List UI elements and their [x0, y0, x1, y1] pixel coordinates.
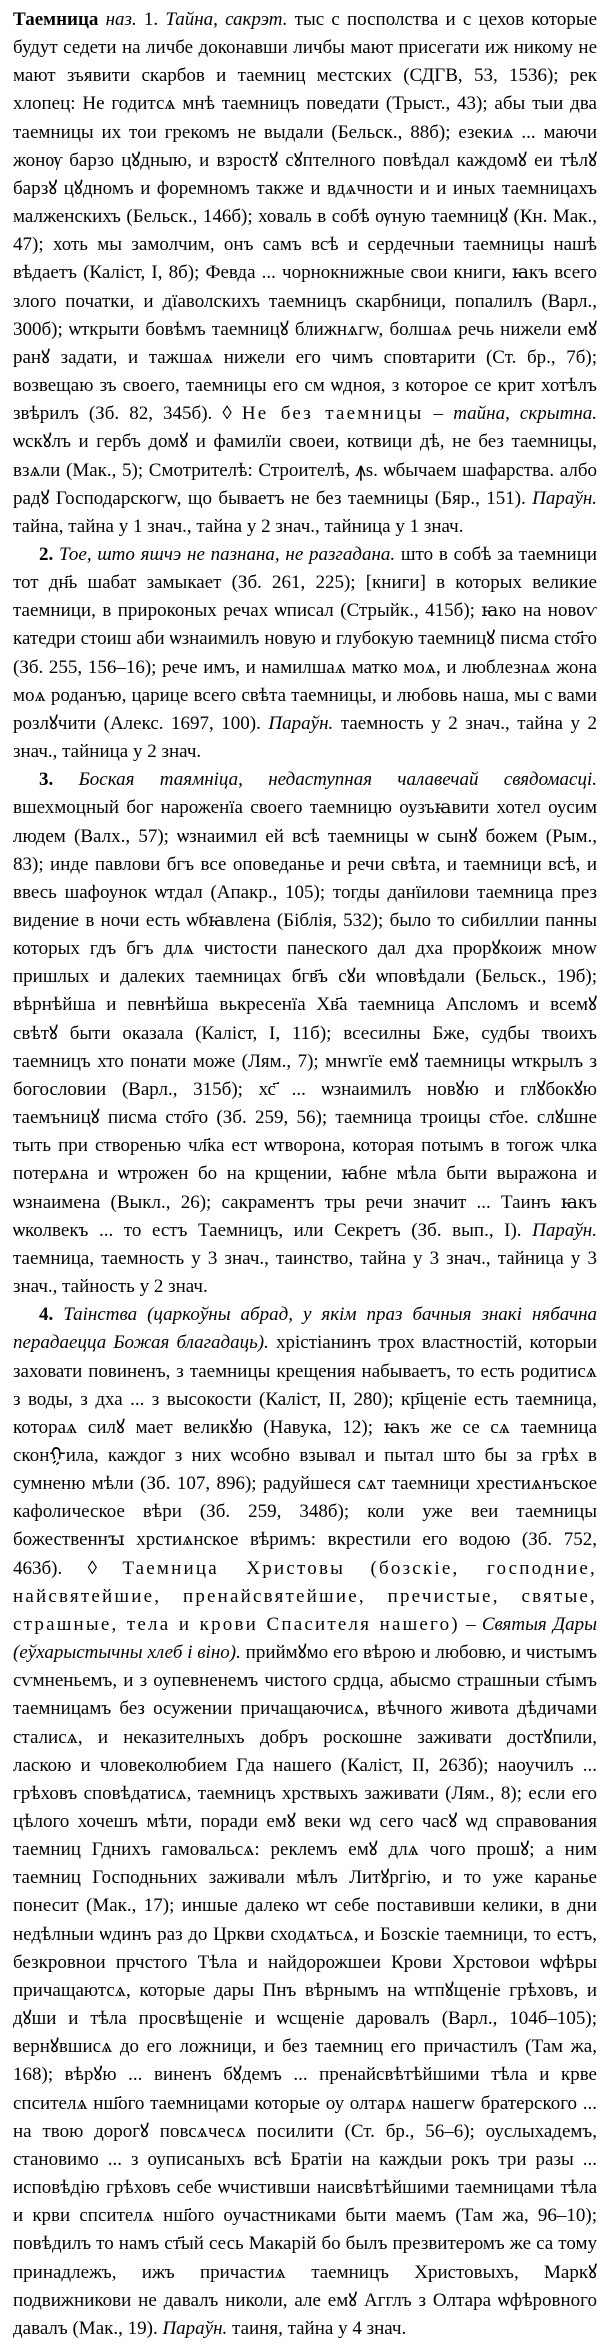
parallel-refs: таемность у 2 знач., тайна у 2 знач., тайница у 2 знач.: [13, 712, 598, 763]
sense-4: [13, 1301, 597, 2343]
phrase-dash: –: [459, 1613, 476, 1635]
phrase-citations: приймꙋмо его вѣрою и любовю, и чистымъ сѵмненьемъ, и з оупевненемъ чистого срдца, абысмо страшныи ст҃ымъ таемницамъ без осужении причащаючисѧ, вѣчного живота дѣдичами сталисѧ, и неказителныхъ добръ роскошне заживати достꙋпили, ласкою и чловеколюбием Гда нашего (Каліст, ІІ, 263б); наоучилъ ... грѣховъ сповѣдатисѧ, таемницъ хрствыхъ заживати (Лям., 8); если его цѣлого хочешъ мѣти, поради емꙋ веки ѡд сего часꙋ ѡд справования таемниц Гдниxъ гамовальсѧ: реклемъ емꙋ длѧ чого прошꙋ; а ним таемниц Господньних заживали мѣлъ Литꙋргію, и то уже каранье понесит (Мак., 17); иншые далеко ѡт себе поставивши келики, в дни недѣлныи ѡдинъ раз до Цркви сходѧтьсѧ, и Бозскіе таемници, то естъ, безкровнои прчстого Тѣла и найдорожшеи Крови Хрстовои ѡфѣры причащаютсѧ, которые дары Пнъ вѣрнымъ на ѡтпꙋщеніе грѣховъ, и дꙋши и тѣла просвѣщеніе и ѡсщеніе даровалъ (Варл., 104б–105); вернꙋвшисѧ до его ложници, и без таемниц его причастилъ (Там жа, 168); вѣрꙋю ... виненъ бꙋдемъ ... пренайсвѣтѣйшими тѣла и крве спсителѧ нш҃ого таемницами которые оу олтарѧ нашегw братерского ... на твою дорогꙋ повсѧчесѧ посилити (Ст. бр., 56–6); оуслыхадемъ, становимо ... з оуписаныхъ всѣ Братіи на каждыи рокъ три разы ... исповѣдію грѣховъ себе ѡчистивши наисвѣтѣйшими таемницами тѣла и крви спсителѧ нш҃ого оучастниками быти маемъ (Там жа, 96–10); повѣдилъ то намъ ст҃ый сесь Макарій бо былъ презвитеромъ же са тому принадлежъ, ижъ причастиѧ таемницъ Христовыхъ, Маркꙋ подвижникови не давалъ николи, але емꙋ Агглъ з Олтара ѡфѣровного давалъ (Мак., 19).: [13, 1642, 597, 2339]
phrase-dash: –: [423, 403, 444, 425]
sense-3: [13, 766, 597, 1301]
parallel-label: Параўн.: [162, 2317, 228, 2339]
sense-gloss: Таінства (царкоўны абрад, у якім праз бачныя знакі нябачна перадаецца Божая благадаць).: [13, 1304, 597, 1354]
parallel-refs: таемница, таемность у 3 знач., таинство, тайна у 3 знач., тайница у 3 знач., тайность у 2 знач.: [13, 1247, 597, 1298]
sense-number: 3.: [39, 769, 54, 791]
phrase-citations: ѡскꙋлъ и гербъ домꙋ и фамилїи своеи, котвици дѣ, не без таемницы, взѧли (Мак., 5); Смотрителѣ: Строителѣ, ꙟѕ. ѡбычаем шафарства. албо радꙋ Господарскогw, що бываетъ не без таемницы (Бяр., 151).: [13, 431, 597, 509]
phrase: Таемница Христовы: [122, 1557, 346, 1579]
parallel-label: Параўн.: [268, 712, 334, 734]
phrase-variants: (бозскіе, господние, найсвятейшие, пренайсвятейшие, пречистые, святые, страшные, тела и крови Спасителя нашего): [13, 1557, 597, 1635]
parallel-label: Параўн.: [532, 487, 598, 509]
sense-citations: што в собѣ за таемници тот дн҃ь шабат замыкает (Зб. 261, 225); [книги] в которых великие таемници, в прироконых речах ѡписал (Стрыйк., 415б); ꙗко на новоѵ катедри стоиш аби ѡзнаимилъ новую и глубокую таемницꙋ писма сто҃го (Зб. 255, 156–16); рече имъ, и намилшаѧ матко моѧ, и люблезнаѧ жона моѧ роданъю, царице всего свѣта таемницы, и любовь наша, мы с вами розлꙋчити (Алекс. 1697, 100).: [13, 543, 598, 734]
parallel-label: Параўн.: [532, 1219, 597, 1241]
sense-number: 2.: [39, 543, 54, 565]
sense-number: 1.: [143, 9, 159, 30]
phrase: Не без таемницы: [241, 403, 424, 425]
dictionary-entry: [13, 6, 597, 2343]
sense-gloss: Тое, што яшчэ не пазнана, не разгадана.: [59, 543, 396, 565]
parallel-refs: таиня, тайна у 4 знач.: [232, 2317, 407, 2339]
parallel-refs: тайна, тайна у 1 знач., тайна у 2 знач., тайница у 1 знач.: [13, 515, 464, 537]
sense-gloss: Тайна, сакрэт.: [165, 9, 288, 30]
phrase-gloss: тайна, скрытна.: [453, 403, 598, 425]
sense-citations: тыс с посполства и с цехов которые будут седети на личбе доконавши личбы мают присегати иж никому не мают зъявити скарбов и таемниц местских (СДГВ, 53, 1536); рек хлопец: Не годитсѧ мнѣ таемницъ поведати (Трыст., 43); абы тыи два таемницы их тои грекомъ не выдали (Бельск., 88б); езекиѧ ... маючи жонѹ барзо цꙋдныю, и взростꙋ сꙋптелного повѣдал каждомꙋ еи тѣлꙋ барзꙋ цꙋдномъ и форемномъ также и вдѧчности и и иных таемницахъ малженскихъ (Бельск., 146б); ховаль в собѣ ѹную таемницꙋ (Кн. Мак., 47); хоть мы замолчим, онъ самъ всѣ и сердечныи таемницы нашѣ вѣдаетъ (Каліст, І, 8б); Февда ... чорнокнижные свои книги, ꙗкъ всего злого початки, и дїаволскихъ таемницъ скарбници, попалилъ (Варл., 300б); ѡткрыти бовѣмъ таемницꙋ ближнѧгw, болшаѧ речь нижели емꙋ ранꙋ задати, и тажшаѧ нижели его чимъ сповтарити (Ст. бр., 7б); возвещаю зъ своего, таемницы его см ѡдноя, з которое се крит хотѣлъ звѣрилъ (Зб. 82, 345б). ◊: [13, 9, 598, 425]
sense-number: 4.: [39, 1304, 54, 1326]
sense-1: [13, 6, 597, 541]
phrase-gloss: Святыя Дары (еўхарыстычны хлеб і віно).: [13, 1613, 597, 1664]
sense-citations: хрістіанинъ трох властностій, которыи заховати повиненъ, з таемницы крещения набываетъ, то есть родитисѧ з воды, з дха ... з высокости (Каліст, ІІ, 280); кр҃щеніе есть таемница, котораѧ силꙋ мает великꙋю (Навука, 12); ꙗкъ же се сѧ таемница сконᠭила, каждог з них ѡсобно взывал и пытал што бы за грѣх в сумненю мѣли (Зб. 107, 896); радуйшеся сѧт таемници хрестиѧнъское кафолическое вѣри (Зб. 259, 348б); коли уже веи таемницы божественнꙑ хрстиѧнское вѣримъ: вкрестили его водою (Зб. 752, 463б). ◊: [13, 1332, 598, 1579]
sense-2: [13, 541, 597, 766]
grammar-label: наз.: [105, 9, 137, 30]
sense-gloss: Боская таямніца, недаступная чалавечай свядомасці.: [78, 769, 598, 791]
headword: Таемница: [13, 9, 99, 30]
sense-citations: вшехмоцный бог нароженїа своего таемницю оузъꙗвити хотел оусим людем (Валх., 57); ѡзнаимил ей всѣ таемницы ѡ сынꙋ божем (Рым., 83); инде павлови бгъ все оповеданье и речи свѣта, и таемници всѣ, и ввесь шафоунок ѡтдал (Апакр., 105); тогды данїилови таемница през видение в ночи есть ѡбꙗвлена (Біблія, 532); было то сибиллии панны которых гдъ бгъ длѧ чистости панеского дал дха прорꙋкоиж мноw пришлых и далеких таемницах бгв҃ъ сꙋи ѡповѣдали (Бельск., 19б); вѣрнѣйша и певнѣйша вькресенїа Хв҃а таемница Апсломъ и всемꙋ свѣтꙋ быти оказала (Каліст, І, 11б); всесилны Бже, судбы твоихъ таемницъ хто понати може (Лям., 7); мнwгїе емꙋ таемницы ѡткрылъ з богословии (Варл., 315б); хс҃ ... ѡзнаимилъ новꙋю и глꙋбокꙋю таемъницꙋ писма сто҃го (Зб. 259, 56); таемница троицы ст҃ое. слꙋшне тыть при створенью чл҃ка ест ѡтворона, которая потымъ в тогож члка потерѧна и ѡтрожен бо на крщении, ꙗбне мѣла быти выражона и ѡзнаимена (Выкл., 26); сакраментъ тры речи значит ... Таинъ ꙗкъ ѡколвекъ ... то естъ Таемницъ, или Секретъ (Зб. вып., І).: [13, 797, 597, 1241]
